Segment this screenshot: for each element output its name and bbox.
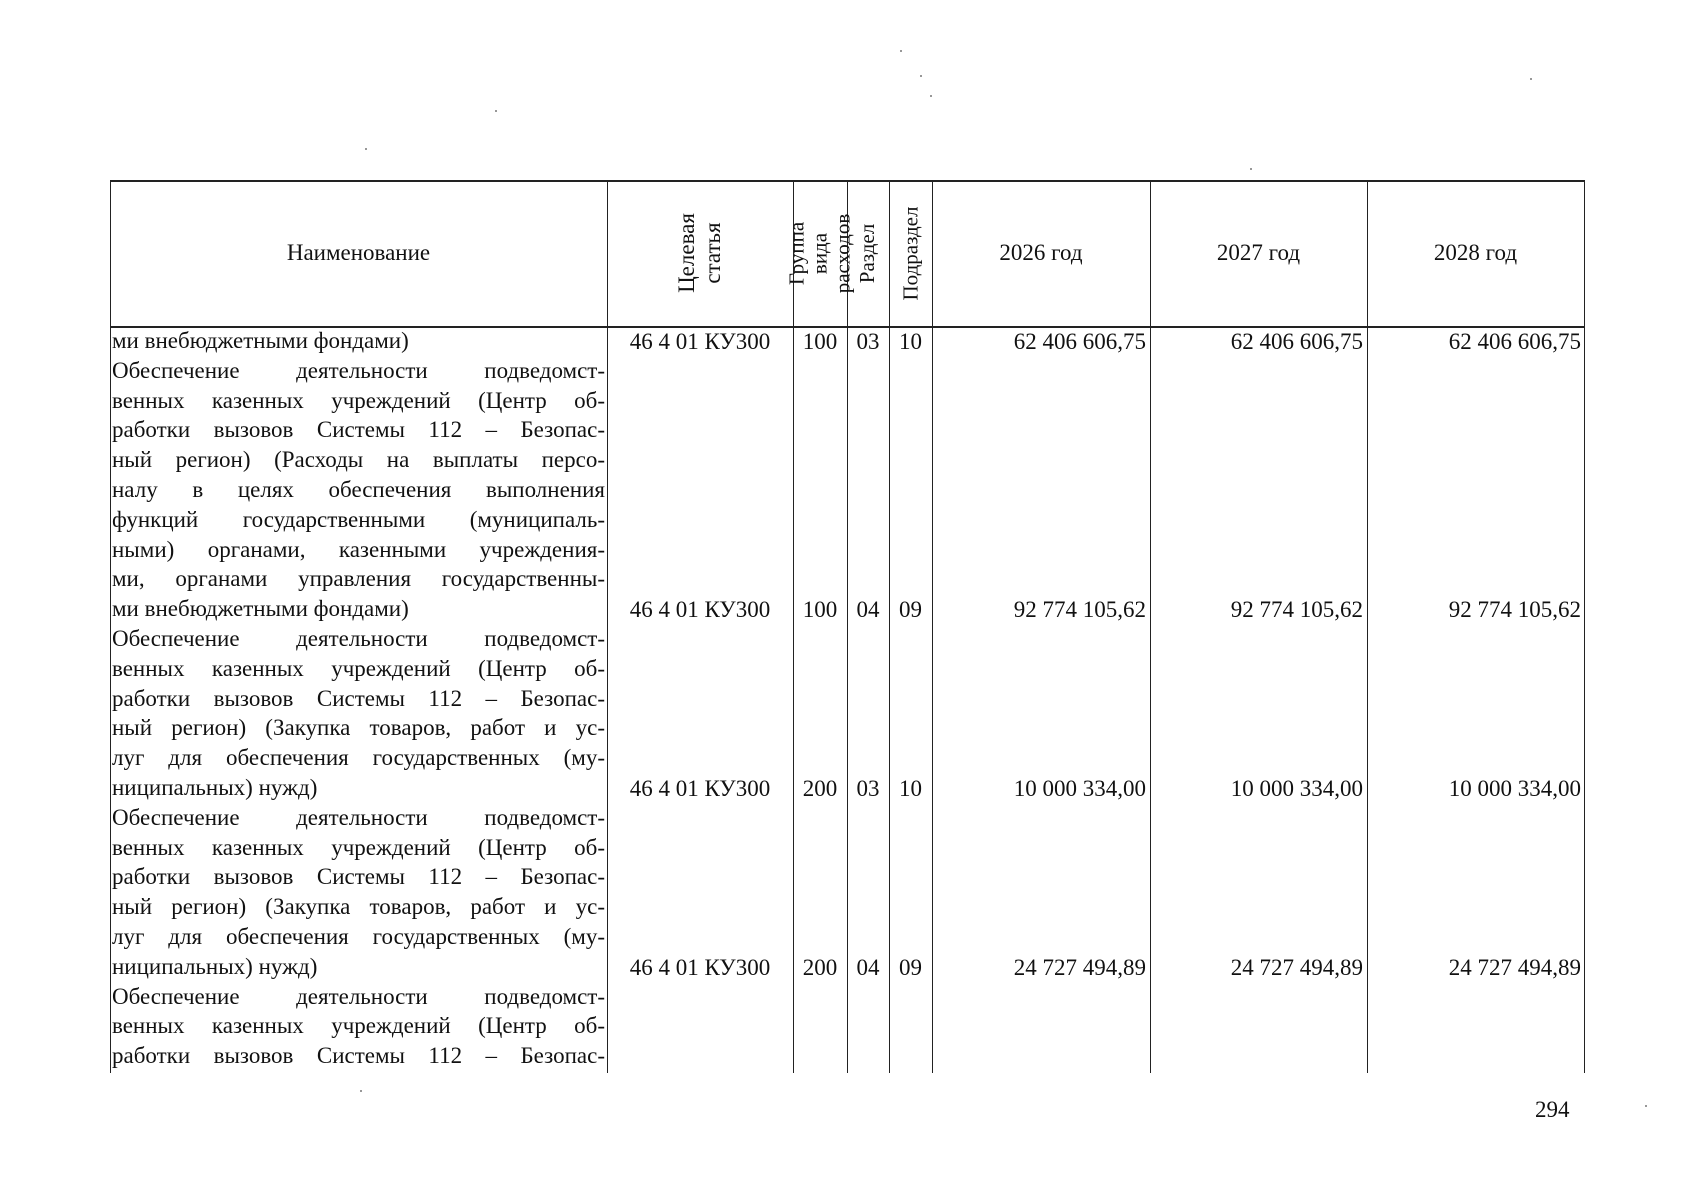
scan-speck xyxy=(930,95,932,97)
name-line: Обеспечение деятельности подведомст- xyxy=(112,625,605,651)
cell-2026: 92 774 105,62 xyxy=(1013,597,1146,622)
name-line: ными) органами, казенными учреждения- xyxy=(112,536,605,562)
header-subsection-label: Подраздел xyxy=(898,206,922,300)
cell-section: 03 xyxy=(856,776,880,801)
cell-section: 04 xyxy=(856,597,880,622)
cell-2026: 10 000 334,00 xyxy=(1013,776,1146,801)
table-right-border xyxy=(1584,180,1585,1073)
cell-target: 46 4 01 КУ300 xyxy=(629,955,771,980)
cell-section: 03 xyxy=(856,329,880,354)
cell-2027: 62 406 606,75 xyxy=(1230,329,1363,354)
cell-2027: 10 000 334,00 xyxy=(1230,776,1363,801)
name-line: работки вызовов Системы 112 – Безопас- xyxy=(112,1043,605,1069)
cell-2028: 92 774 105,62 xyxy=(1448,597,1581,622)
header-2028: 2028 год xyxy=(1433,240,1518,265)
scan-speck xyxy=(360,1090,362,1092)
cell-target: 46 4 01 КУ300 xyxy=(629,597,771,622)
name-line: работки вызовов Системы 112 – Безопас- xyxy=(112,685,605,711)
name-line: Обеспечение деятельности подведомст- xyxy=(112,357,605,383)
name-line: налу в целях обеспечения выполнения xyxy=(112,476,605,502)
cell-target: 46 4 01 КУ300 xyxy=(629,776,771,801)
name-line: ный регион) (Закупка товаров, работ и ус- xyxy=(112,894,605,920)
name-line: луг для обеспечения государственных (му- xyxy=(112,745,605,771)
scan-speck xyxy=(1250,168,1252,170)
scan-speck xyxy=(365,148,367,150)
name-line: венных казенных учреждений (Центр об- xyxy=(112,387,605,413)
name-line: Обеспечение деятельности подведомст- xyxy=(112,983,605,1009)
budget-table xyxy=(110,180,1584,1073)
name-line: ми внебюджетными фондами) xyxy=(112,596,409,622)
name-line: работки вызовов Системы 112 – Безопас- xyxy=(112,864,605,890)
cell-2026: 24 727 494,89 xyxy=(1013,955,1146,980)
name-line: Обеспечение деятельности подведомст- xyxy=(112,804,605,830)
name-line: венных казенных учреждений (Центр об- xyxy=(112,834,605,860)
cell-target: 46 4 01 КУ300 xyxy=(629,329,771,354)
name-line: венных казенных учреждений (Центр об- xyxy=(112,655,605,681)
cell-subsection: 09 xyxy=(899,955,922,980)
cell-section: 04 xyxy=(856,955,880,980)
scan-speck xyxy=(1530,78,1532,80)
header-expense-group-label: Группа вида расходов xyxy=(784,213,855,293)
name-line: ный регион) (Закупка товаров, работ и ус- xyxy=(112,715,605,741)
cell-group: 100 xyxy=(802,597,838,622)
cell-2027: 92 774 105,62 xyxy=(1230,597,1363,622)
cell-2027: 24 727 494,89 xyxy=(1230,955,1363,980)
cell-subsection: 09 xyxy=(899,597,922,622)
name-line: ный регион) (Расходы на выплаты персо- xyxy=(112,447,605,473)
cell-2028: 62 406 606,75 xyxy=(1448,329,1581,354)
header-2027: 2027 год xyxy=(1216,240,1301,265)
cell-2026: 62 406 606,75 xyxy=(1013,329,1146,354)
page-number: 294 xyxy=(1535,1097,1570,1122)
header-2026: 2026 год xyxy=(999,240,1083,265)
name-line: ниципальных) нужд) xyxy=(112,774,318,800)
header-target-article xyxy=(607,180,793,326)
name-line: функций государственными (муниципаль- xyxy=(112,506,605,532)
header-target-article-label: Целевая статья xyxy=(673,213,725,293)
cell-group: 100 xyxy=(802,329,838,354)
name-column-text xyxy=(112,326,605,1071)
scan-speck xyxy=(1645,1105,1647,1107)
cell-2028: 24 727 494,89 xyxy=(1448,955,1581,980)
scan-speck xyxy=(900,50,902,52)
cell-subsection: 10 xyxy=(899,329,922,354)
name-line: ми внебюджетными фондами) xyxy=(112,328,409,353)
header-section xyxy=(847,180,889,326)
scan-speck xyxy=(495,110,497,112)
header-subsection xyxy=(889,180,932,326)
cell-group: 200 xyxy=(802,776,838,801)
header-section-label: Раздел xyxy=(855,223,880,283)
header-expense-group xyxy=(784,180,855,326)
name-line: ми, органами управления государственны- xyxy=(112,566,605,592)
name-line: работки вызовов Системы 112 – Безопас- xyxy=(112,417,605,443)
cell-subsection: 10 xyxy=(899,776,922,801)
header-name: Наименование xyxy=(286,240,431,265)
scan-speck xyxy=(920,75,922,77)
name-line: луг для обеспечения государственных (му- xyxy=(112,923,605,949)
name-line: ниципальных) нужд) xyxy=(112,953,318,979)
cell-2028: 10 000 334,00 xyxy=(1448,776,1581,801)
name-line: венных казенных учреждений (Центр об- xyxy=(112,1013,605,1039)
cell-group: 200 xyxy=(802,955,838,980)
